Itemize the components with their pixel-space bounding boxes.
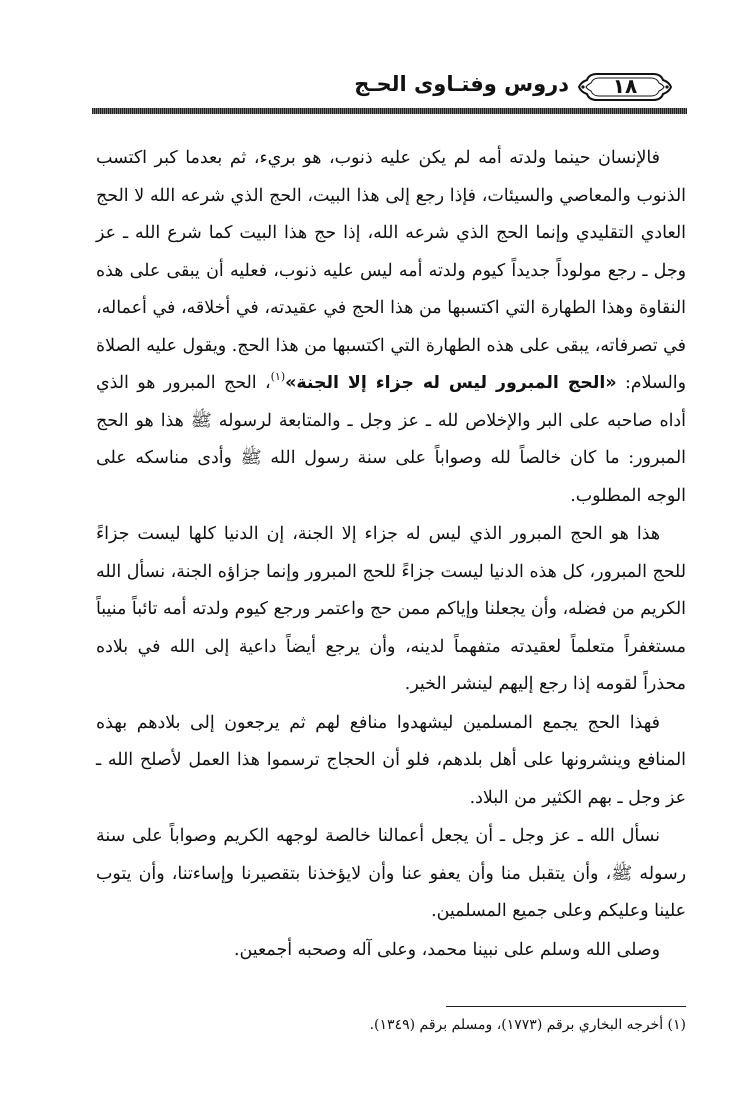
paragraph-1-text: فالإنسان حينما ولدته أمه لم يكن عليه ذنوب، هو بريء، ثم بعدما كبر اكتسب الذنوب والمعاصي والسيئات، فإذا رجع إلى هذا البيت، الحج الذي شرعه الله لا الحج العادي التقليدي وإنما الحج الذي شرعه الله، إذا حج هذا البيت كما شرع الله ـ عز وجل ـ رجع مولوداً جديداً كيوم ولدته أمه ليس عليه ذنوب، فعليه أن يبقى على هذه النقاوة وهذا الطهارة التي اكتسبها من هذا الحج في عقيدته، في أخلاقه، في أعماله، في تصرفاته، يبقى على هذه الطهارة التي اكتسبها من هذا الحج. ويقول عليه الصلاة والسلام:	[96, 148, 686, 393]
footnote-marker: (١)	[270, 370, 286, 383]
page-number-badge	[577, 70, 673, 104]
paragraph-4: نسأل الله ـ عز وجل ـ أن يجعل أعمالنا خالصة لوجهه الكريم وصواباً على سنة رسوله ﷺ، وأن يتقبل منا وأن يعفو عنا وأن لايؤخذنا بتقصيرنا وإساءتنا، وأن يتوب علينا وعليكم وعلى جميع المسلمين.	[96, 826, 686, 921]
paragraph-5: وصلى الله وسلم على نبينا محمد، وعلى آله وصحبه أجمعين.	[233, 939, 660, 960]
footnote: (١) أخرجه البخاري برقم (١٧٧٣)، ومسلم برقم (١٣٤٩).	[369, 1017, 686, 1033]
header-divider	[92, 108, 687, 114]
page-number: ١٨	[612, 74, 638, 98]
paragraph-3: فهذا الحج يجمع المسلمين ليشهدوا منافع لهم ثم يرجعون إلى بلادهم بهذه المنافع وينشرونها على أهل بلدهم، فلو أن الحجاج ترسموا هذا العمل لأصلح الله ـ عز وجل ـ بهم الكثير من البلاد.	[96, 712, 686, 808]
main-text	[96, 140, 686, 969]
running-title: دروس وفتـاوى الحـج	[354, 72, 569, 96]
hadith-quote: «الحج المبرور ليس له جزاء إلا الجنة»	[285, 373, 617, 393]
paragraph-1-continuation: ، الحج المبرور هو الذي أداه صاحبه على البر والإخلاص لله ـ عز وجل ـ والمتابعة لرسوله ﷺ هذا هو الحج المبرور: ما كان خالصاً لله وصواباً على سنة رسول الله ﷺ وأدى مناسكه على الوجه المطلوب.	[96, 373, 686, 506]
paragraph-1	[96, 140, 686, 515]
footnote-divider	[446, 1006, 686, 1007]
page-header	[92, 70, 687, 114]
paragraph-2: هذا هو الحج المبرور الذي ليس له جزاء إلا الجنة، إن الدنيا كلها ليست جزاءً للحج المبرور، كل هذه الدنيا ليست جزاءً للحج المبرور وإنما جزاؤه الجنة، نسأل الله الكريم من فضله، وأن يجعلنا وإياكم ممن حج واعتمر ورجع كيوم ولدته أمه تائباً منيباً مستغفراً متعلماً لعقيدته متفهماً لدينه، وأن يرجع أيضاً داعية إلى الله في بلاده محذراً لقومه إذا رجع إليهم لينشر الخير.	[96, 524, 686, 694]
